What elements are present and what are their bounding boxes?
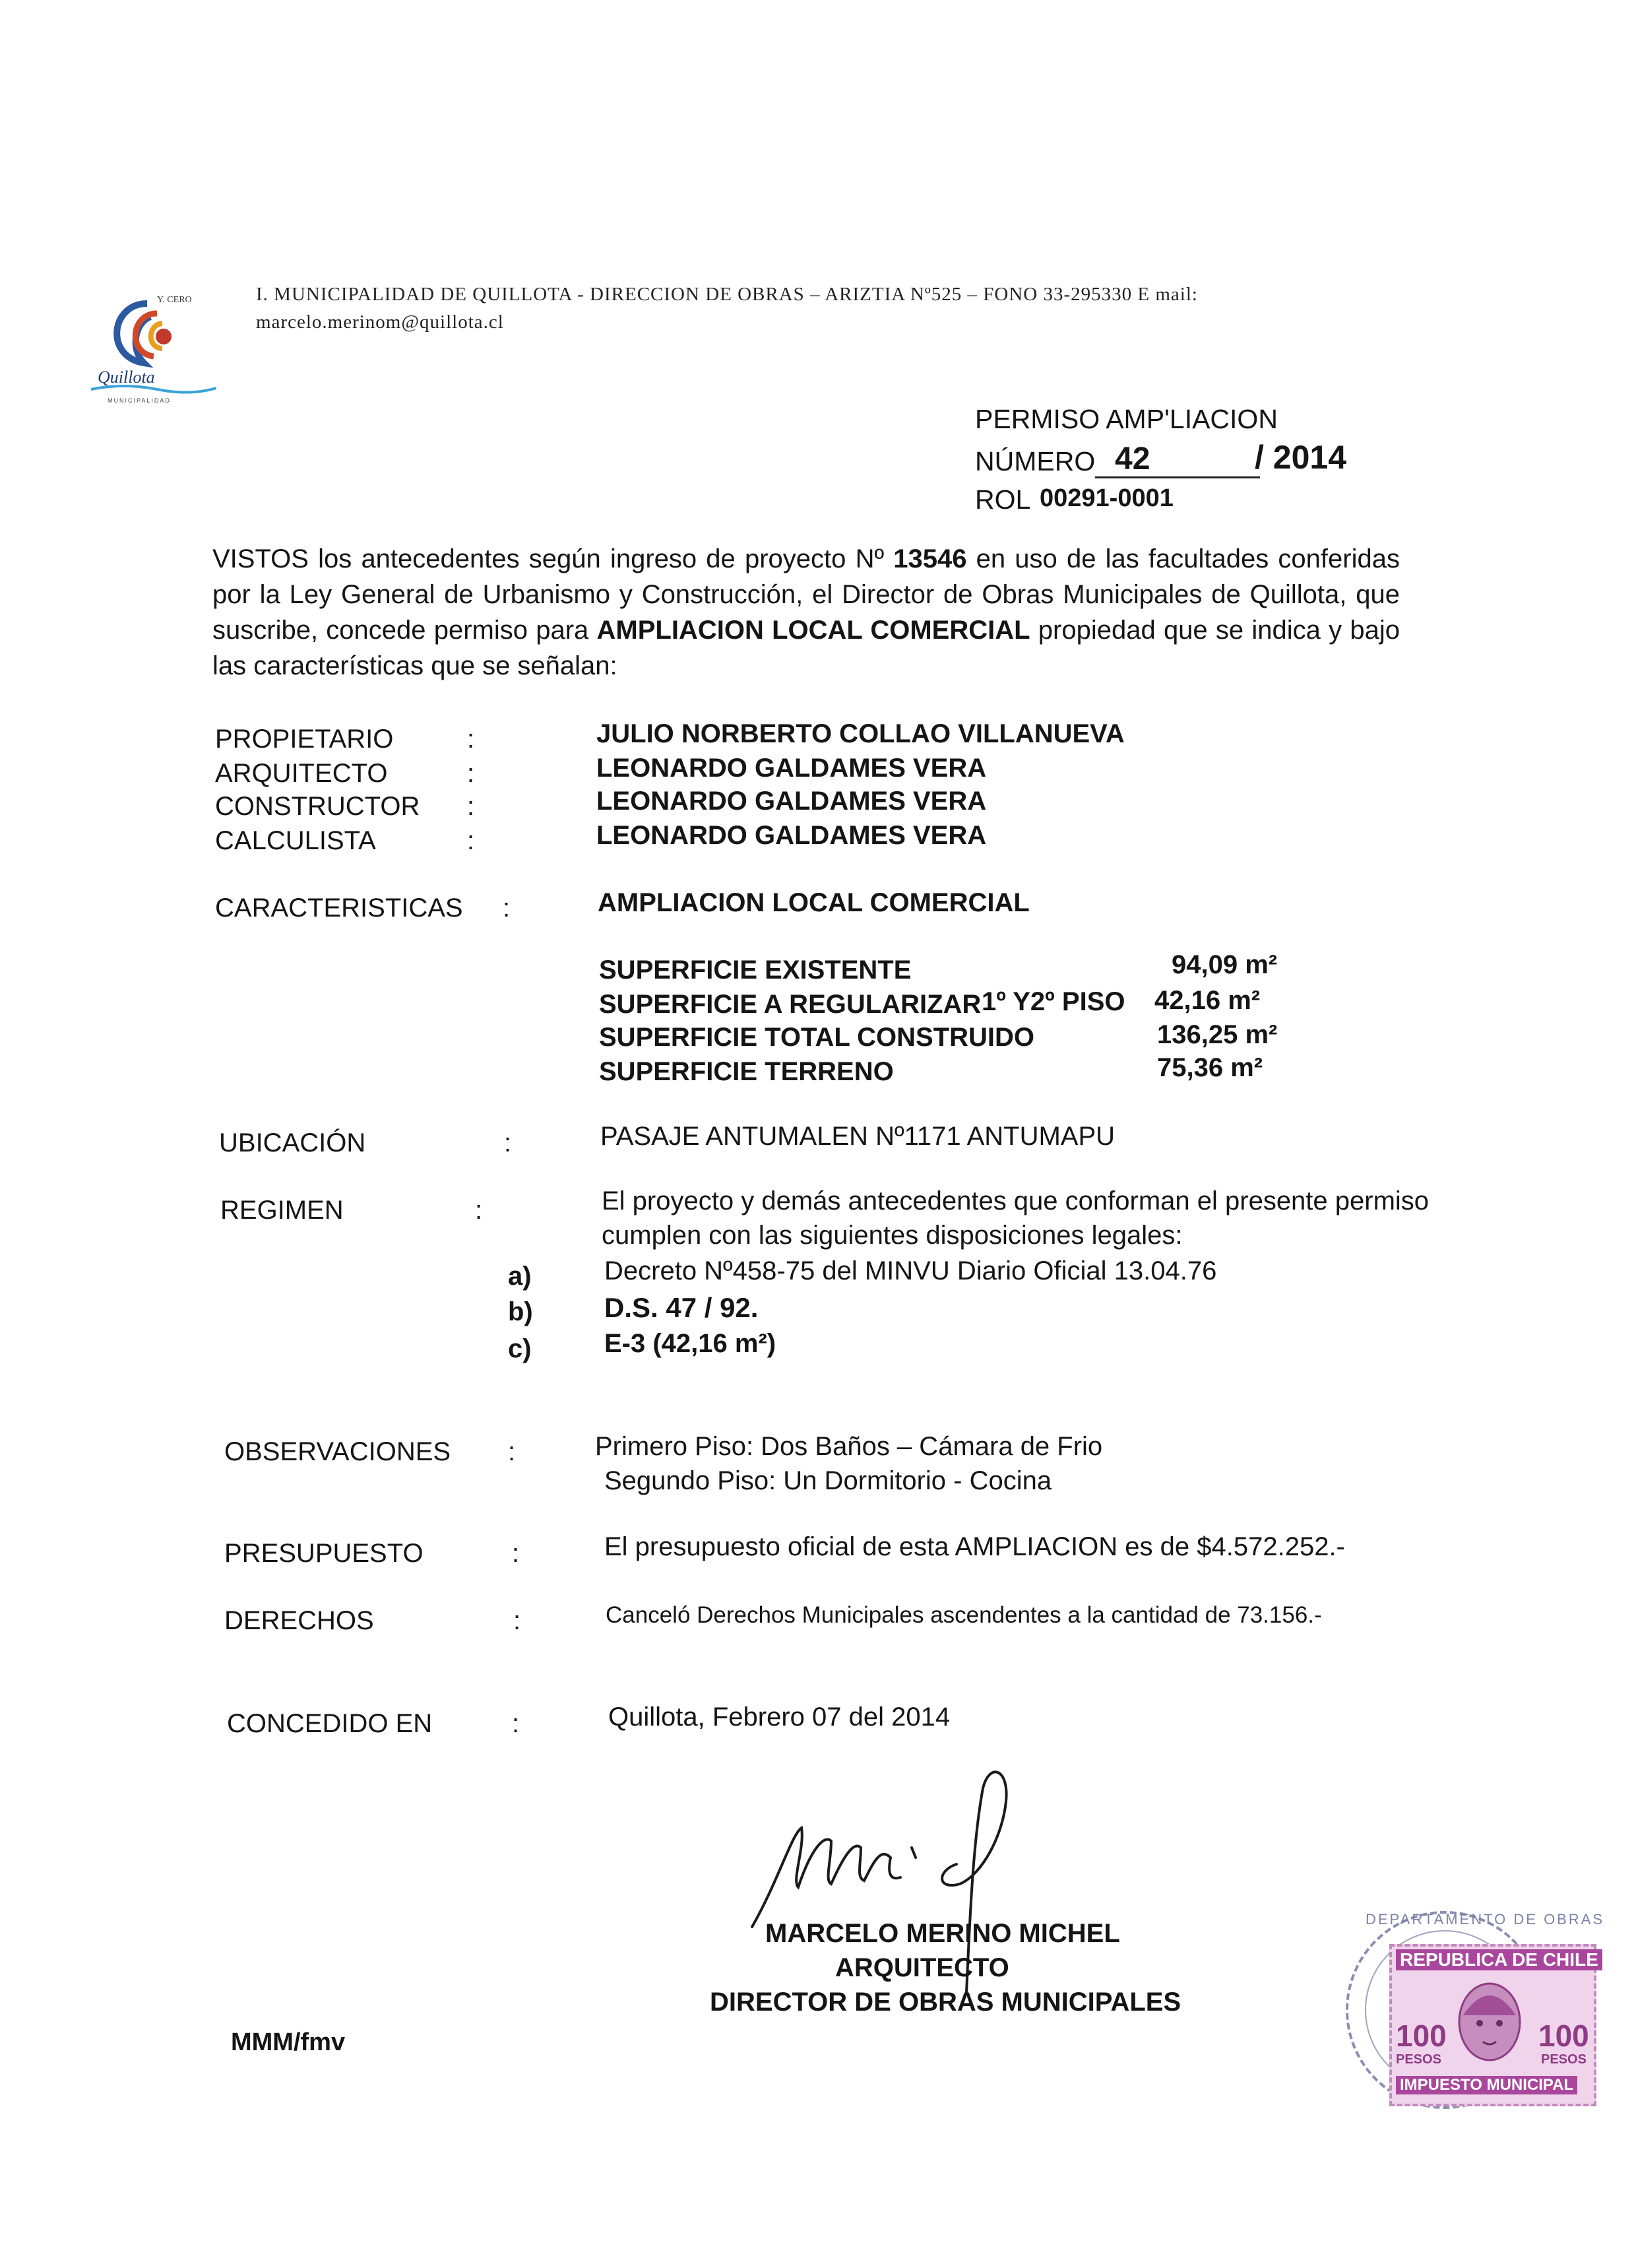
surface-label: SUPERFICIE TOTAL CONSTRUIDO [599,1023,1035,1052]
vistos-proj-no: 13546 [893,544,967,573]
surface-extra: 1º Y2º PISO [982,987,1125,1016]
header-line-2: marcelo.merinom@quillota.cl [256,311,504,333]
permit-number-label: NÚMERO [975,446,1096,476]
municipal-logo [84,284,216,409]
quillota-logo-icon [84,284,216,409]
surface-label: SUPERFICIE A REGULARIZAR [599,990,982,1019]
observaciones-line-2: Segundo Piso: Un Dormitorio - Cocina [604,1466,1052,1495]
value-caracteristicas: AMPLIACION LOCAL COMERCIAL [598,888,1030,917]
surface-value: 94,09 m² [1172,950,1278,979]
permit-title: PERMISO AMP'LIACION [975,404,1278,434]
seal-text: DEPARTAMENTO DE OBRAS [1366,1911,1605,1928]
value-propietario: JULIO NORBERTO COLLAO VILLANUEVA [596,719,1125,748]
value-calculista: LEONARDO GALDAMES VERA [596,821,987,850]
regimen-item: D.S. 47 / 92. [604,1292,759,1323]
label-regimen: REGIMEN [220,1196,344,1225]
stamp-unit-left: PESOS [1396,2052,1441,2067]
stamp-value-left: 100 [1396,2019,1447,2053]
vistos-text-2: en uso de las facultades conferidas por la Ley General de Urbanismo y Construcción, el Director de Obras Municipales de Quillota, que suscribe, concede permiso para [212,544,1400,645]
value-arquitecto: LEONARDO GALDAMES VERA [596,754,987,783]
permit-year: / 2014 [1255,439,1347,476]
tax-stamp [1389,1944,1596,2106]
stamp-portrait [1443,1976,1536,2075]
vistos-subject: AMPLIACION LOCAL COMERCIAL [596,616,1030,645]
label-arquitecto: ARQUITECTO [215,759,388,788]
vistos-proj-label: Nº [855,544,885,573]
colon: : [512,1539,520,1568]
svg-text:Quillota: Quillota [98,368,155,387]
stamp-unit-right: PESOS [1541,2052,1587,2067]
header-line-1: I. MUNICIPALIDAD DE QUILLOTA - DIRECCION DE OBRAS – ARIZTIA Nº525 – FONO 33-295330 E mail: [256,284,1198,305]
colon: : [508,1437,516,1466]
colon: : [467,826,475,855]
surface-label: SUPERFICIE TERRENO [599,1057,894,1086]
value-derechos: Canceló Derechos Municipales ascendentes a la cantidad de 73.156.- [606,1602,1322,1628]
colon: : [467,792,475,821]
label-constructor: CONSTRUCTOR [215,792,420,821]
initials: MMM/fmv [231,2028,346,2056]
permit-rol: 00291-0001 [1040,484,1174,512]
regimen-letter: c) [508,1334,532,1363]
regimen-letter: a) [508,1262,532,1291]
colon: : [475,1196,483,1225]
regimen-intro-1: El proyecto y demás antecedentes que conforman el presente permiso [602,1186,1430,1215]
regimen-item: Decreto Nº458-75 del MINVU Diario Oficial 13.04.76 [604,1256,1217,1285]
svg-text:MUNICIPALIDAD: MUNICIPALIDAD [108,397,171,404]
colon: : [467,759,475,788]
value-ubicacion: PASAJE ANTUMALEN Nº1171 ANTUMAPU [600,1122,1116,1151]
label-caracteristicas: CARACTERISTICAS [215,893,463,923]
stamp-value-right: 100 [1538,2019,1589,2053]
colon: : [504,1128,512,1157]
observaciones-line-1: Primero Piso: Dos Baños – Cámara de Frio [595,1432,1103,1461]
regimen-intro-2: cumplen con las siguientes disposiciones legales: [602,1221,1183,1250]
label-presupuesto: PRESUPUESTO [224,1539,424,1568]
value-concedido: Quillota, Febrero 07 del 2014 [608,1702,951,1732]
permit-rol-label: ROL [975,484,1031,515]
label-propietario: PROPIETARIO [215,725,394,754]
vistos-text-3: propiedad que se indica y bajo las características que se señalan: [212,616,1400,680]
surface-value: 42,16 m² [1154,986,1261,1015]
svg-text:Y. CERO: Y. CERO [157,295,192,305]
value-presupuesto: El presupuesto oficial de esta AMPLIACION es de $4.572.252.- [604,1532,1345,1561]
label-observaciones: OBSERVACIONES [224,1437,451,1466]
surface-value: 75,36 m² [1157,1053,1263,1082]
surface-value: 136,25 m² [1157,1020,1278,1049]
colon: : [503,893,511,923]
colon: : [512,1709,520,1738]
vistos-text-1: VISTOS los antecedentes según ingreso de proyecto [212,544,846,573]
value-constructor: LEONARDO GALDAMES VERA [596,787,987,816]
signatory-title: ARQUITECTO [835,1953,1009,1982]
stamp-top-text: REPUBLICA DE CHILE [1396,1949,1602,1970]
regimen-item: E-3 (42,16 m²) [604,1329,776,1358]
permit-number: 42 [1115,441,1150,476]
colon: : [513,1606,521,1635]
stamp-bottom-text: IMPUESTO MUNICIPAL [1396,2076,1577,2094]
surface-label: SUPERFICIE EXISTENTE [599,956,912,985]
label-calculista: CALCULISTA [215,826,376,855]
portrait-icon [1443,1976,1536,2075]
label-derechos: DERECHOS [224,1606,374,1635]
signatory-name: MARCELO MERINO MICHEL [765,1919,1120,1948]
signatory-position: DIRECTOR DE OBRAS MUNICIPALES [710,1988,1181,2017]
colon: : [467,725,475,754]
vistos-paragraph [212,541,1400,684]
regimen-letter: b) [508,1297,533,1326]
label-concedido: CONCEDIDO EN [227,1709,433,1738]
label-ubicacion: UBICACIÓN [219,1128,366,1157]
